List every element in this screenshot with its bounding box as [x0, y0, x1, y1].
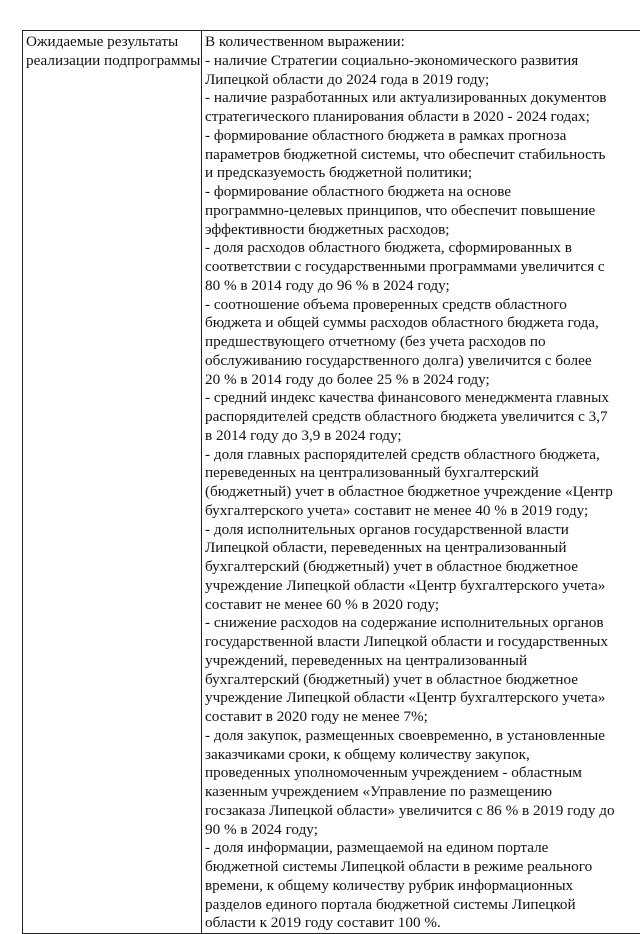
content-line: госзаказа Липецкой области» увеличится с 86 % в 2019 году до [205, 802, 640, 821]
content-line: распорядителей средств областного бюджета увеличится с 3,7 [205, 408, 640, 427]
label-line: Ожидаемые результаты [26, 33, 198, 52]
content-line: переведенных на централизованный бухгалтерский [205, 464, 640, 483]
content-line: эффективности бюджетных расходов; [205, 221, 640, 240]
content-line: государственной власти Липецкой области и государственных [205, 633, 640, 652]
content-line: параметров бюджетной системы, что обеспечит стабильность [205, 146, 640, 165]
label-line: реализации подпрограммы [26, 52, 198, 71]
content-line: - соотношение объема проверенных средств областного [205, 296, 640, 315]
content-line: - наличие Стратегии социально-экономического развития [205, 52, 640, 71]
content-line: предшествующего отчетному (без учета расходов по [205, 333, 640, 352]
content-line: учреждение Липецкой области «Центр бухгалтерского учета» [205, 577, 640, 596]
content-line: программно-целевых принципов, что обеспечит повышение [205, 202, 640, 221]
content-line: казенным учреждением «Управление по размещению [205, 783, 640, 802]
content-line: - доля главных распорядителей средств областного бюджета, [205, 446, 640, 465]
content-line: стратегического планирования области в 2020 - 2024 годах; [205, 108, 640, 127]
content-line: бухгалтерский (бюджетный) учет в областное бюджетное [205, 671, 640, 690]
content-line: - доля информации, размещаемой на едином портале [205, 839, 640, 858]
content-line: 20 % в 2014 году до более 25 % в 2024 году; [205, 371, 640, 390]
content-line: составит в 2020 году не менее 7%; [205, 708, 640, 727]
content-line: 90 % в 2024 году; [205, 821, 640, 840]
content-line: бухгалтерский (бюджетный) учет в областное бюджетное [205, 558, 640, 577]
content-line: - формирование областного бюджета на основе [205, 183, 640, 202]
content-line: учреждение Липецкой области «Центр бухгалтерского учета» [205, 689, 640, 708]
row-label-cell [23, 31, 202, 934]
content-line: бюджетной системы Липецкой области в режиме реального [205, 858, 640, 877]
content-line: составит не менее 60 % в 2020 году; [205, 596, 640, 615]
content-line: - средний индекс качества финансового менеджмента главных [205, 389, 640, 408]
row-content-cell [202, 31, 640, 934]
content-line: - доля исполнительных органов государственной власти [205, 521, 640, 540]
content-line: - формирование областного бюджета в рамках прогноза [205, 127, 640, 146]
content-line: учреждений, переведенных на централизованный [205, 652, 640, 671]
content-line: В количественном выражении: [205, 33, 640, 52]
content-line: - снижение расходов на содержание исполнительных органов [205, 614, 640, 633]
content-line: - доля расходов областного бюджета, сформированных в [205, 239, 640, 258]
content-line: Липецкой области, переведенных на централизованный [205, 539, 640, 558]
content-line: (бюджетный) учет в областное бюджетное учреждение «Центр [205, 483, 640, 502]
content-line: разделов единого портала бюджетной системы Липецкой [205, 896, 640, 915]
content-line: области к 2019 году составит 100 %. [205, 914, 640, 933]
content-line: бухгалтерского учета» составит не менее 40 % в 2019 году; [205, 502, 640, 521]
content-line: бюджета и общей суммы расходов областного бюджета года, [205, 314, 640, 333]
content-line: - наличие разработанных или актуализированных документов [205, 89, 640, 108]
content-line: проведенных уполномоченным учреждением - областным [205, 764, 640, 783]
content-line: - доля закупок, размещенных своевременно, в установленные [205, 727, 640, 746]
content-line: в 2014 году до 3,9 в 2024 году; [205, 427, 640, 446]
table-row [23, 31, 640, 934]
content-line: времени, к общему количеству рубрик информационных [205, 877, 640, 896]
content-line: 80 % в 2014 году до 96 % в 2024 году; [205, 277, 640, 296]
content-line: обслуживанию государственного долга) увеличится с более [205, 352, 640, 371]
content-line: соответствии с государственными программами увеличится с [205, 258, 640, 277]
content-line: и предсказуемость бюджетной политики; [205, 164, 640, 183]
content-line: заказчиками сроки, к общему количеству закупок, [205, 746, 640, 765]
content-line: Липецкой области до 2024 года в 2019 году; [205, 71, 640, 90]
results-table [22, 30, 640, 934]
